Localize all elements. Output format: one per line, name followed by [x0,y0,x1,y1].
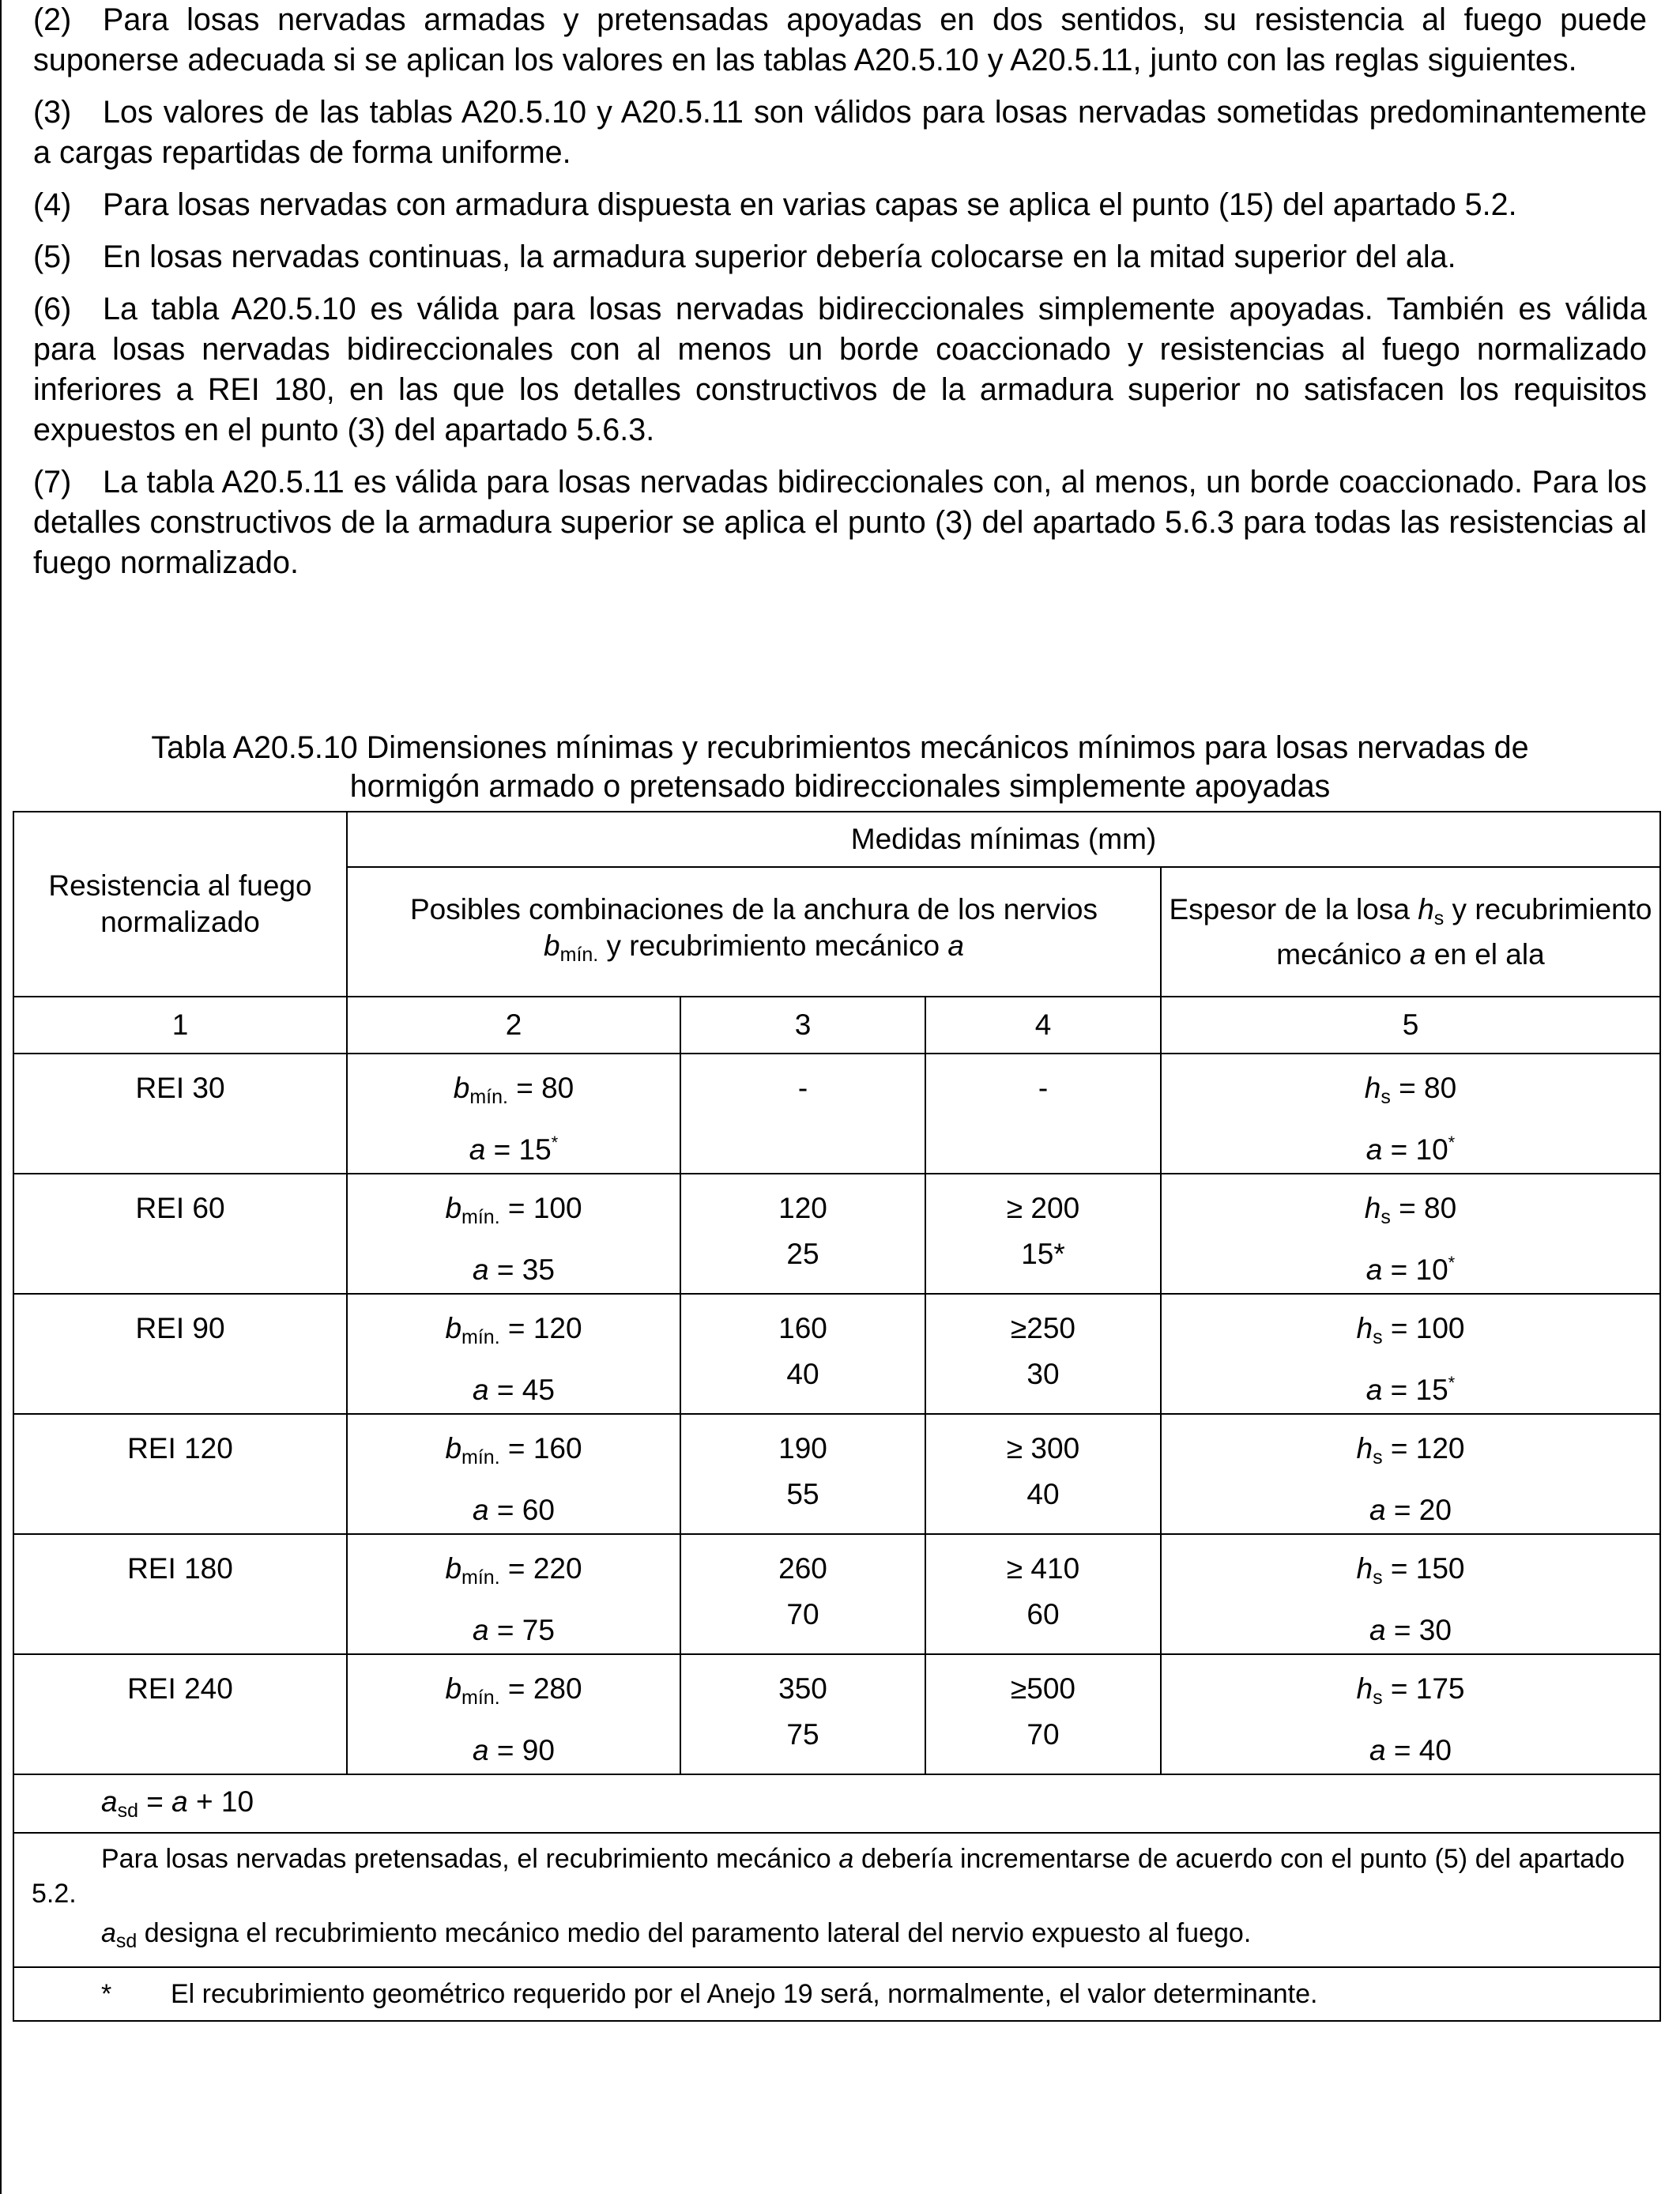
combo-3-cell: 350 75 [680,1654,925,1774]
combo-3-cell: 260 70 [680,1534,925,1654]
rib-width-cell: $b_{mín.} = 280$ a = 90 [347,1654,680,1774]
paragraph-2: (2) Para losas nervadas armadas y pretensadas apoyadas en dos sentidos, su resistencia al fuego puede suponerse adecuada si se aplican los valores en las tablas A20.5.10 y A20.5.11, junto con las reglas siguientes. [33,2,1647,77]
combo-4-cell: - [925,1054,1161,1174]
footnote-row [13,1967,1660,2021]
paragraph-6: (6) La tabla A20.5.10 es válida para losas nervadas bidireccionales simplemente apoyadas. También es válida para losas nervadas bidireccionales con al menos un borde coaccionado y resistencias al fuego normalizado inferiores a REI 180, en las que los detalles constructivos de la armadura superior no satisfacen los requisitos expuestos en el punto (3) del apartado 5.6.3. [33,292,1647,447]
header-rib-combinations: Posibles combinaciones de la anchura de los nervios $b_{mín.}$ y recubrimiento mecánico a [347,867,1161,997]
rei-class: REI 180 [13,1534,347,1654]
table-row [13,1294,1660,1414]
combo-4-cell: ≥500 70 [925,1654,1161,1774]
column-number: 3 [680,997,925,1054]
left-margin-rule [0,0,2,2194]
paragraph-3: (3) Los valores de las tablas A20.5.10 y A20.5.11 son válidos para losas nervadas sometidas predominantemente a cargas repartidas de forma uniforme. [33,95,1647,170]
footnote-text: El recubrimiento geométrico requerido por el Anejo 19 será, normalmente, el valor determinante. [171,1978,1318,2009]
slab-thickness-cell: $h_s = 100$ a = 15* [1161,1294,1660,1414]
slab-thickness-cell: $h_s = 175$ a = 40 [1161,1654,1660,1774]
column-number: 4 [925,997,1161,1054]
table-row [13,1534,1660,1654]
slab-thickness-cell: $h_s = 80$ a = 10* [1161,1054,1660,1174]
slab-thickness-cell: $h_s = 120$ a = 20 [1161,1414,1660,1534]
asd-formula-row: $a_{sd} = a + 10$ [13,1774,1660,1833]
table-row [13,1414,1660,1534]
combo-3-cell: 190 55 [680,1414,925,1534]
table-row [13,1054,1660,1174]
combo-4-cell: ≥ 300 40 [925,1414,1161,1534]
combo-3-cell: 160 40 [680,1294,925,1414]
column-number: 2 [347,997,680,1054]
slab-thickness-cell: $h_s = 150$ a = 30 [1161,1534,1660,1654]
notes-row [13,1833,1660,1967]
combo-4-cell: ≥ 200 15* [925,1174,1161,1294]
rei-class: REI 60 [13,1174,347,1294]
table-caption: Tabla A20.5.10 Dimensiones mínimas y recubrimientos mecánicos mínimos para losas nervadas de hormigón armado o pretensado bidireccionales simplemente apoyadas [151,730,1529,804]
table-row [13,1174,1660,1294]
rei-class: REI 120 [13,1414,347,1534]
header-min-measures: Medidas mínimas (mm) [347,812,1660,867]
rib-width-cell: $b_{mín.} = 120$ a = 45 [347,1294,680,1414]
rib-width-cell: $b_{mín.} = 80$ a = 15* [347,1054,680,1174]
note-asd: $a_{sd}$ designa el recubrimiento mecánico medio del paramento lateral del nervio expuesto al fuego. [101,1918,1252,1952]
combo-3-cell: 120 25 [680,1174,925,1294]
rei-class: REI 90 [13,1294,347,1414]
rei-class: REI 240 [13,1654,347,1774]
paragraph-4: (4) Para losas nervadas con armadura dispuesta en varias capas se aplica el punto (15) del apartado 5.2. [33,187,1517,222]
footnote-asterisk: * [101,1978,112,2009]
combo-4-cell: ≥250 30 [925,1294,1161,1414]
column-number: 1 [13,997,347,1054]
rib-width-cell: $b_{mín.} = 100$ a = 35 [347,1174,680,1294]
paragraph-7: (7) La tabla A20.5.11 es válida para losas nervadas bidireccionales con, al menos, un borde coaccionado. Para los detalles constructivos de la armadura superior se aplica el punto (3) del apartado 5.6.3 para todas las resistencias al fuego normalizado. [33,465,1647,580]
slab-thickness-cell: $h_s = 80$ a = 10* [1161,1174,1660,1294]
fire-resistance-table [13,811,1661,2022]
paragraph-list [33,0,1647,595]
rei-class: REI 30 [13,1054,347,1174]
paragraph-5: (5) En losas nervadas continuas, la armadura superior debería colocarse en la mitad superior del ala. [33,239,1456,274]
table-row [13,1654,1660,1774]
combo-4-cell: ≥ 410 60 [925,1534,1161,1654]
rib-width-cell: $b_{mín.} = 220$ a = 75 [347,1534,680,1654]
header-fire-resistance: Resistencia al fuego normalizado [13,812,347,997]
rib-width-cell: $b_{mín.} = 160$ a = 60 [347,1414,680,1534]
column-number: 5 [1161,997,1660,1054]
note-prestressed: Para losas nervadas pretensadas, el recubrimiento mecánico a debería incrementarse de acuerdo con el punto (5) del apartado 5.2. [32,1844,1625,1909]
combo-3-cell: - [680,1054,925,1174]
header-slab-thickness: Espesor de la losa $h_s$ y recubrimiento mecánico a en el ala [1161,867,1660,997]
